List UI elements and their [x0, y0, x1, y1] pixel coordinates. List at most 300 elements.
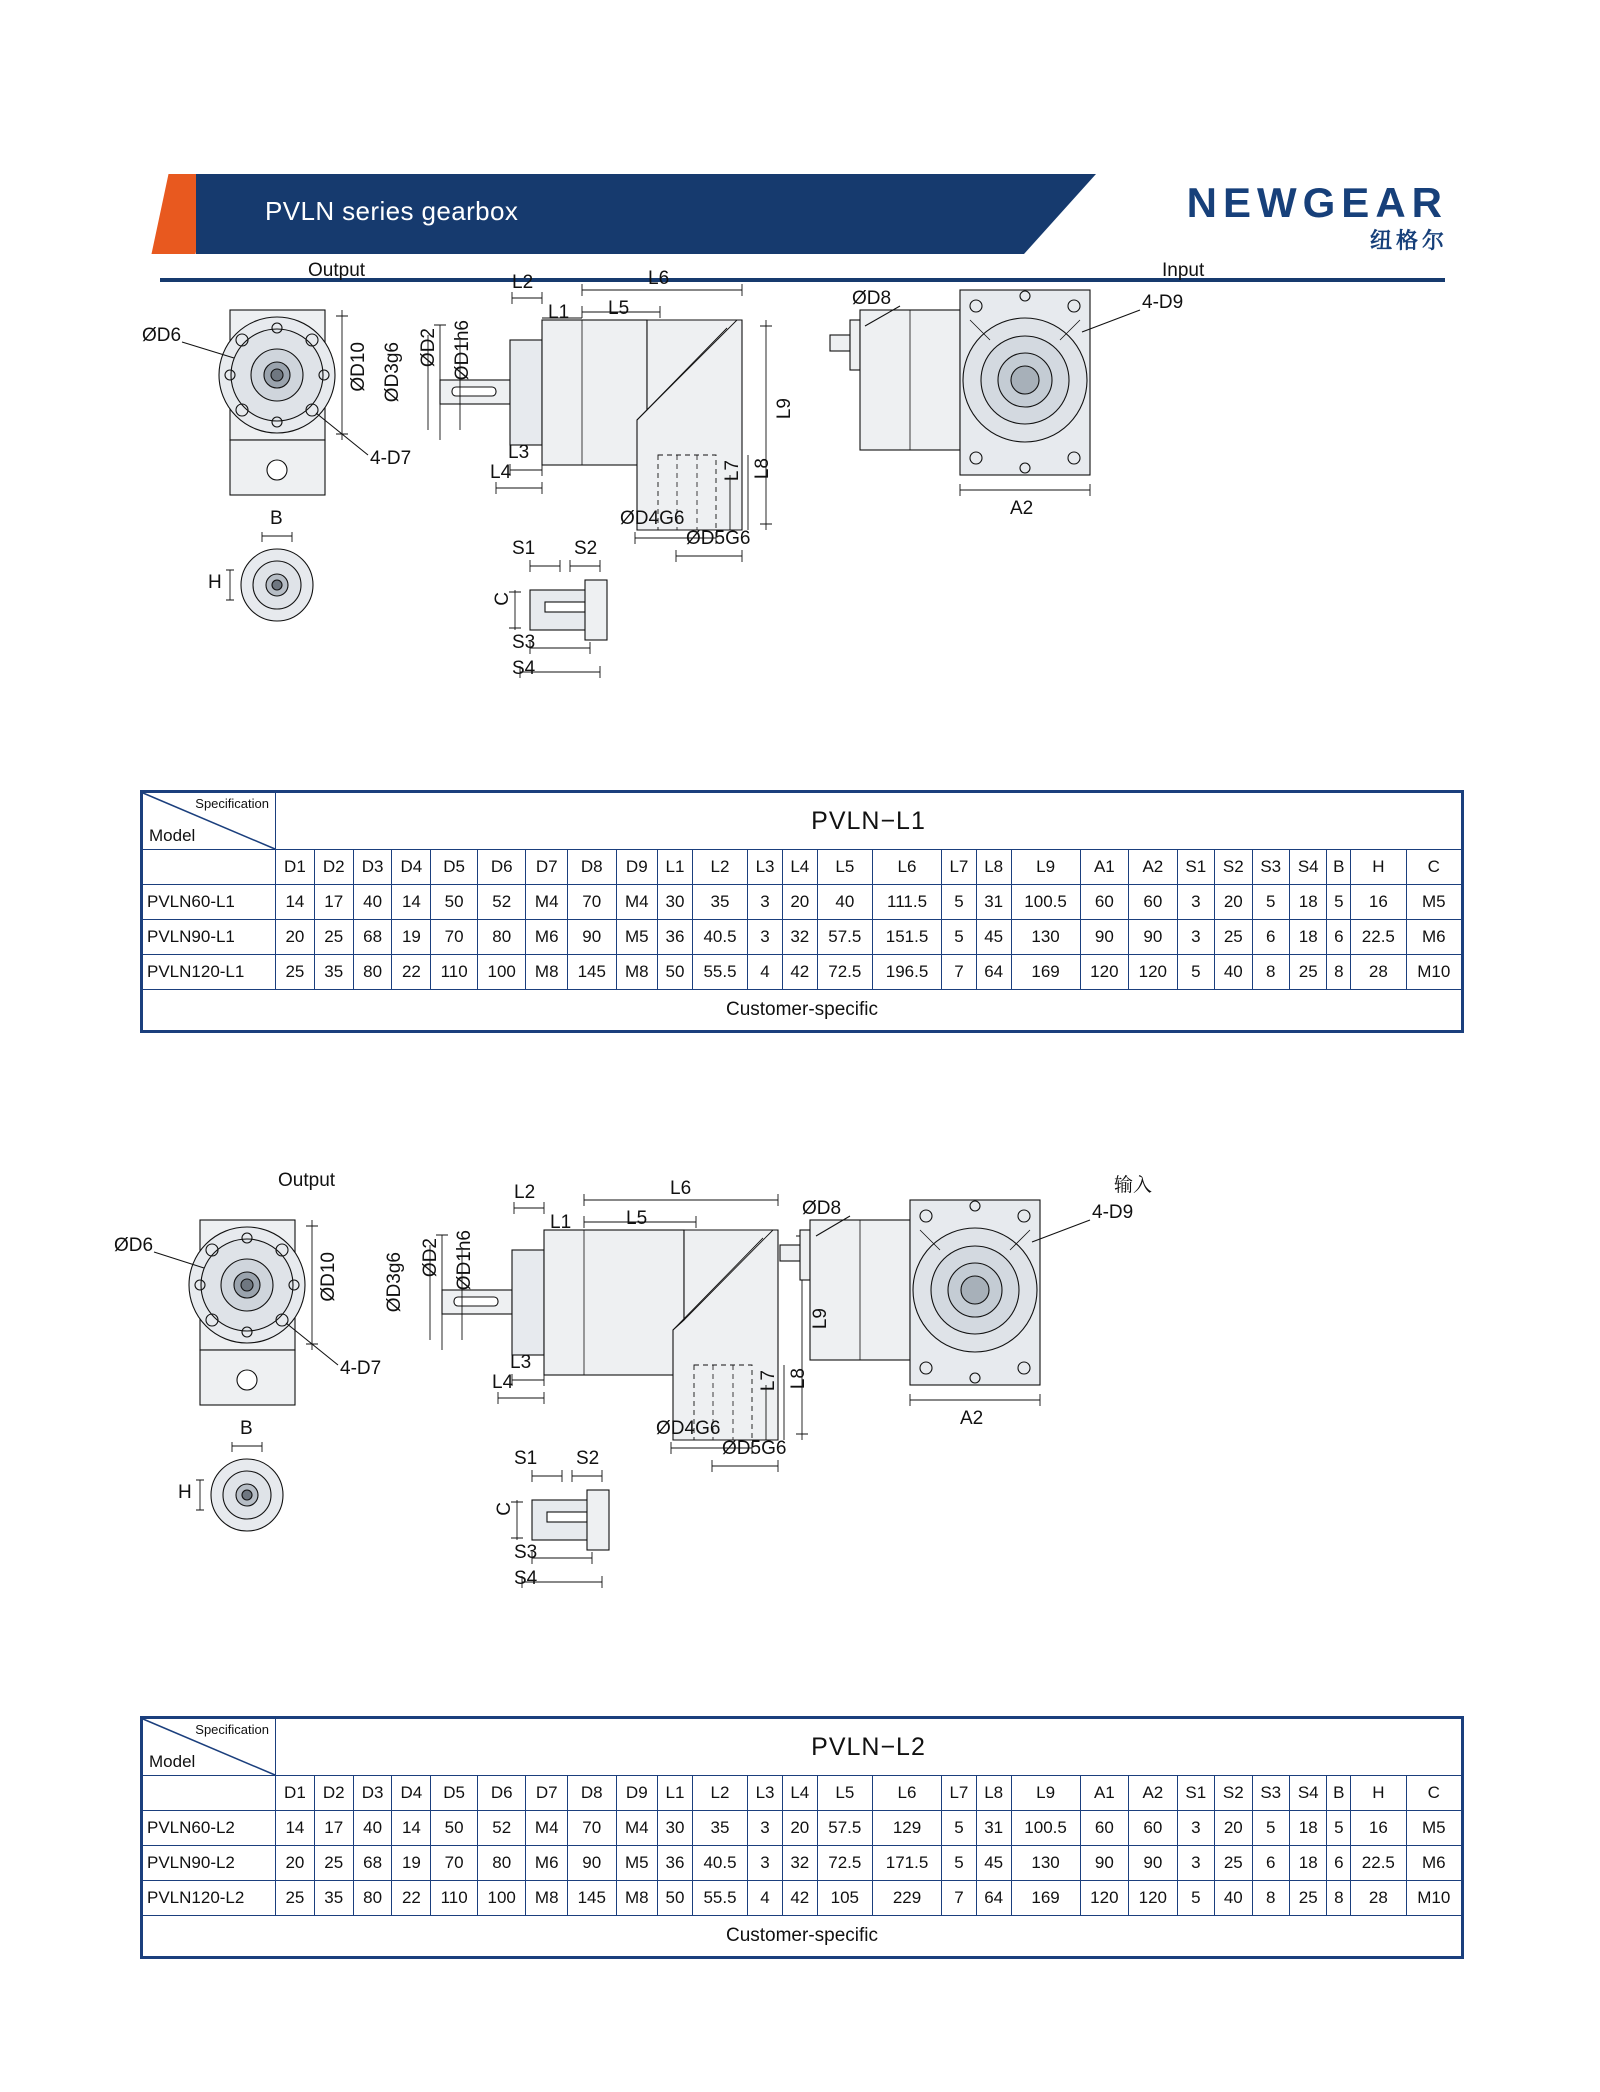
cell: 145 — [568, 955, 616, 990]
drawing-svg-l1 — [130, 280, 1460, 800]
row-model: PVLN60-L2 — [143, 1811, 276, 1846]
cell: 40 — [1215, 1881, 1252, 1916]
cell: 45 — [976, 1846, 1011, 1881]
cell: 35 — [692, 1811, 747, 1846]
label-l9: L9 — [774, 398, 795, 420]
cell: 40.5 — [692, 920, 747, 955]
cell: M5 — [616, 920, 658, 955]
cell: 68 — [353, 1846, 392, 1881]
cell: M10 — [1406, 955, 1461, 990]
cell: 70 — [568, 885, 616, 920]
table-title: PVLN−L2 — [276, 1719, 1462, 1776]
label-c: C — [494, 1502, 515, 1516]
col-d3: D3 — [353, 850, 392, 885]
cell: 3 — [1177, 920, 1214, 955]
cell: 100.5 — [1011, 1811, 1080, 1846]
row-model: PVLN90-L2 — [143, 1846, 276, 1881]
col-d1: D1 — [276, 1776, 315, 1811]
cell: 90 — [1129, 1846, 1177, 1881]
col-d7: D7 — [526, 1776, 568, 1811]
col-l1: L1 — [658, 1776, 693, 1811]
cell: 5 — [942, 1846, 977, 1881]
cell: 5 — [942, 920, 977, 955]
cell: 145 — [568, 1881, 616, 1916]
cell: 120 — [1080, 955, 1128, 990]
cell: M6 — [526, 920, 568, 955]
label-d2: ØD2 — [420, 1238, 441, 1278]
label-l2: L2 — [514, 1182, 536, 1203]
label-s2: S2 — [574, 538, 598, 559]
cell: 25 — [314, 1846, 353, 1881]
cell: 50 — [431, 1811, 478, 1846]
cell: 8 — [1327, 1881, 1351, 1916]
cell: 5 — [1327, 1811, 1351, 1846]
cell: 8 — [1252, 955, 1289, 990]
label-d5g6: ØD5G6 — [686, 528, 751, 549]
label-4d7: 4-D7 — [340, 1358, 382, 1379]
col-a1: A1 — [1080, 850, 1128, 885]
page-header — [0, 78, 1600, 253]
col-d7: D7 — [526, 850, 568, 885]
col-l3: L3 — [748, 850, 783, 885]
brand-name-en: NEWGEAR — [1186, 179, 1448, 226]
cell: 7 — [942, 1881, 977, 1916]
table-row — [143, 955, 1462, 990]
col-l4: L4 — [782, 1776, 817, 1811]
col-d8: D8 — [568, 1776, 616, 1811]
cell: 60 — [1080, 1811, 1128, 1846]
table-title: PVLN−L1 — [276, 793, 1462, 850]
cell: 22 — [392, 955, 431, 990]
cell: 68 — [353, 920, 392, 955]
table-column-headers — [143, 1776, 1462, 1811]
table-footer-row — [143, 1916, 1462, 1957]
label-output: Output — [308, 260, 366, 281]
cell: 25 — [1215, 920, 1252, 955]
col-d5: D5 — [431, 850, 478, 885]
label-l5: L5 — [626, 1208, 648, 1229]
cell: 4 — [748, 955, 783, 990]
cell: 70 — [431, 1846, 478, 1881]
cell: M8 — [526, 955, 568, 990]
cell: 20 — [1215, 1811, 1252, 1846]
cell: 5 — [1252, 885, 1289, 920]
cell: 64 — [976, 1881, 1011, 1916]
col-d9: D9 — [616, 850, 658, 885]
cell: 100 — [477, 1881, 525, 1916]
label-s4: S4 — [512, 658, 536, 679]
col-s1: S1 — [1177, 850, 1214, 885]
cell: 35 — [314, 1881, 353, 1916]
cell: 130 — [1011, 1846, 1080, 1881]
label-l1: L1 — [548, 302, 570, 323]
col-l6: L6 — [872, 850, 941, 885]
cell: 19 — [392, 1846, 431, 1881]
cell: 90 — [568, 1846, 616, 1881]
cell: 100.5 — [1011, 885, 1080, 920]
cell: 5 — [1177, 1881, 1214, 1916]
label-s1: S1 — [514, 1448, 538, 1469]
cell: 3 — [748, 920, 783, 955]
cell: 40 — [1215, 955, 1252, 990]
label-c: C — [492, 592, 513, 606]
label-d3g6: ØD3g6 — [384, 1252, 405, 1313]
label-d2: ØD2 — [418, 328, 439, 368]
cell: 18 — [1289, 885, 1326, 920]
col-s4: S4 — [1289, 1776, 1326, 1811]
cell: 50 — [658, 1881, 693, 1916]
cell: 80 — [477, 1846, 525, 1881]
col-s3: S3 — [1252, 850, 1289, 885]
cell: 70 — [431, 920, 478, 955]
label-s1: S1 — [512, 538, 536, 559]
col-s2: S2 — [1215, 850, 1252, 885]
label-l3: L3 — [508, 442, 530, 463]
table-row — [143, 1846, 1462, 1881]
cell: 42 — [782, 955, 817, 990]
cell: 45 — [976, 920, 1011, 955]
col-d3: D3 — [353, 1776, 392, 1811]
label-l7: L7 — [758, 1370, 779, 1392]
cell: 20 — [276, 1846, 315, 1881]
col-s1: S1 — [1177, 1776, 1214, 1811]
cell: 60 — [1129, 1811, 1177, 1846]
cell: 5 — [1177, 955, 1214, 990]
cell: 60 — [1129, 885, 1177, 920]
label-d8: ØD8 — [852, 288, 892, 309]
label-input: 输入 — [1114, 1175, 1153, 1196]
table-title-row — [143, 793, 1462, 850]
label-d10: ØD10 — [318, 1252, 339, 1302]
table-row — [143, 1811, 1462, 1846]
cell: 40.5 — [692, 1846, 747, 1881]
label-d4g6: ØD4G6 — [656, 1418, 721, 1439]
cell: M8 — [616, 955, 658, 990]
cell: 129 — [872, 1811, 941, 1846]
cell: 3 — [1177, 885, 1214, 920]
cell: 57.5 — [817, 920, 872, 955]
cell: 55.5 — [692, 1881, 747, 1916]
label-s2: S2 — [576, 1448, 600, 1469]
label-4d9: 4-D9 — [1092, 1202, 1134, 1223]
cell: 25 — [1289, 955, 1326, 990]
cell: 19 — [392, 920, 431, 955]
label-b: B — [270, 508, 283, 529]
label-d1h6: ØD1h6 — [452, 320, 473, 381]
spec-model-corner — [143, 793, 276, 850]
col-l4: L4 — [782, 850, 817, 885]
label-l8: L8 — [788, 1368, 809, 1390]
cell: 25 — [1289, 1881, 1326, 1916]
label-b: B — [240, 1418, 253, 1439]
cell: M6 — [1406, 920, 1461, 955]
col-l9: L9 — [1011, 850, 1080, 885]
label-l5: L5 — [608, 298, 630, 319]
cell: 8 — [1252, 1881, 1289, 1916]
cell: 17 — [314, 1811, 353, 1846]
col-d2: D2 — [314, 1776, 353, 1811]
col-l7: L7 — [942, 850, 977, 885]
col-d6: D6 — [477, 1776, 525, 1811]
col-l2: L2 — [692, 1776, 747, 1811]
cell: 18 — [1289, 920, 1326, 955]
cell: 40 — [817, 885, 872, 920]
col-a1: A1 — [1080, 1776, 1128, 1811]
table-l1 — [142, 792, 1462, 1031]
cell: 110 — [431, 1881, 478, 1916]
label-l3: L3 — [510, 1352, 532, 1373]
col-l5: L5 — [817, 1776, 872, 1811]
cell: M5 — [1406, 1811, 1461, 1846]
spec-table-l2 — [140, 1716, 1464, 1959]
spec-label: Specification — [195, 796, 269, 811]
cell: 16 — [1351, 885, 1406, 920]
label-a2: A2 — [960, 1408, 984, 1429]
cell: 120 — [1129, 1881, 1177, 1916]
col-l1: L1 — [658, 850, 693, 885]
cell: 169 — [1011, 1881, 1080, 1916]
label-d3g6: ØD3g6 — [382, 342, 403, 403]
cell: M6 — [1406, 1846, 1461, 1881]
cell: 171.5 — [872, 1846, 941, 1881]
label-4d9: 4-D9 — [1142, 292, 1184, 313]
label-d6: ØD6 — [142, 325, 182, 346]
spec-table-l1 — [140, 790, 1464, 1033]
col-l6: L6 — [872, 1776, 941, 1811]
col-l9: L9 — [1011, 1776, 1080, 1811]
cell: 80 — [353, 955, 392, 990]
cell: 110 — [431, 955, 478, 990]
col-l8: L8 — [976, 1776, 1011, 1811]
cell: 100 — [477, 955, 525, 990]
table-footer-note: Customer-specific — [143, 990, 1462, 1031]
label-d1h6: ØD1h6 — [454, 1230, 475, 1291]
col-d2: D2 — [314, 850, 353, 885]
label-d8: ØD8 — [802, 1198, 842, 1219]
label-d4g6: ØD4G6 — [620, 508, 685, 529]
cell: 90 — [568, 920, 616, 955]
table-footer-note: Customer-specific — [143, 1916, 1462, 1957]
col-h: H — [1351, 1776, 1406, 1811]
cell: 22.5 — [1351, 920, 1406, 955]
col-d8: D8 — [568, 850, 616, 885]
label-l1: L1 — [550, 1212, 572, 1233]
cell: 14 — [276, 885, 315, 920]
model-label: Model — [149, 1752, 196, 1771]
cell: M6 — [526, 1846, 568, 1881]
cell: 22.5 — [1351, 1846, 1406, 1881]
cell: 6 — [1252, 920, 1289, 955]
label-l2: L2 — [512, 272, 534, 293]
cell: 105 — [817, 1881, 872, 1916]
cell: 6 — [1252, 1846, 1289, 1881]
cell: 90 — [1080, 920, 1128, 955]
cell: 111.5 — [872, 885, 941, 920]
cell: 25 — [314, 920, 353, 955]
cell: 130 — [1011, 920, 1080, 955]
cell: 50 — [658, 955, 693, 990]
label-output: Output — [278, 1170, 336, 1191]
cell: 80 — [477, 920, 525, 955]
cell: 30 — [658, 1811, 693, 1846]
brand-logo — [1186, 179, 1448, 253]
col-l2: L2 — [692, 850, 747, 885]
cell: 32 — [782, 1846, 817, 1881]
cell: 5 — [942, 885, 977, 920]
cell: 4 — [748, 1881, 783, 1916]
cell: 32 — [782, 920, 817, 955]
cell: 35 — [692, 885, 747, 920]
cell: 196.5 — [872, 955, 941, 990]
cell: 72.5 — [817, 1846, 872, 1881]
cell: 90 — [1080, 1846, 1128, 1881]
cell: 52 — [477, 885, 525, 920]
cell: 31 — [976, 1811, 1011, 1846]
cell: 169 — [1011, 955, 1080, 990]
cell: 25 — [276, 1881, 315, 1916]
cell: 72.5 — [817, 955, 872, 990]
col-c: C — [1406, 1776, 1461, 1811]
cell: M5 — [1406, 885, 1461, 920]
technical-drawing-l1 — [130, 260, 1460, 800]
cell: 17 — [314, 885, 353, 920]
cell: 14 — [276, 1811, 315, 1846]
cell: M4 — [616, 1811, 658, 1846]
cell: 22 — [392, 1881, 431, 1916]
cell: 3 — [748, 1846, 783, 1881]
label-l7: L7 — [722, 460, 743, 482]
cell: 3 — [748, 1811, 783, 1846]
cell: 229 — [872, 1881, 941, 1916]
cell: 6 — [1327, 1846, 1351, 1881]
cell: 151.5 — [872, 920, 941, 955]
cell: 42 — [782, 1881, 817, 1916]
cell: M4 — [526, 885, 568, 920]
brand-name-cn: 纽格尔 — [1369, 228, 1448, 253]
col-a2: A2 — [1129, 1776, 1177, 1811]
cell: 5 — [1252, 1811, 1289, 1846]
cell: 52 — [477, 1811, 525, 1846]
label-d10: ØD10 — [348, 342, 369, 392]
cell: 60 — [1080, 885, 1128, 920]
table-row — [143, 920, 1462, 955]
cell: 120 — [1129, 955, 1177, 990]
table-footer-row — [143, 990, 1462, 1031]
label-l6: L6 — [648, 268, 670, 289]
col-d4: D4 — [392, 850, 431, 885]
col-d9: D9 — [616, 1776, 658, 1811]
cell: 20 — [276, 920, 315, 955]
label-d6: ØD6 — [114, 1235, 154, 1256]
col-l7: L7 — [942, 1776, 977, 1811]
cell: M4 — [616, 885, 658, 920]
col-l8: L8 — [976, 850, 1011, 885]
drawing-section-l2 — [0, 1170, 1600, 1710]
cell: 25 — [1215, 1846, 1252, 1881]
table-row — [143, 1881, 1462, 1916]
row-model: PVLN120-L1 — [143, 955, 276, 990]
col-empty — [143, 1776, 276, 1811]
col-s4: S4 — [1289, 850, 1326, 885]
cell: 16 — [1351, 1811, 1406, 1846]
table-title-row — [143, 1719, 1462, 1776]
cell: 36 — [658, 1846, 693, 1881]
table-column-headers — [143, 850, 1462, 885]
row-model: PVLN60-L1 — [143, 885, 276, 920]
cell: 6 — [1327, 920, 1351, 955]
col-d4: D4 — [392, 1776, 431, 1811]
label-l4: L4 — [492, 1372, 514, 1393]
cell: 90 — [1129, 920, 1177, 955]
cell: 50 — [431, 885, 478, 920]
label-input: Input — [1162, 260, 1205, 281]
col-c: C — [1406, 850, 1461, 885]
cell: 25 — [276, 955, 315, 990]
label-s3: S3 — [514, 1542, 538, 1563]
cell: 14 — [392, 885, 431, 920]
cell: M8 — [616, 1881, 658, 1916]
col-d6: D6 — [477, 850, 525, 885]
row-model: PVLN90-L1 — [143, 920, 276, 955]
col-s3: S3 — [1252, 1776, 1289, 1811]
cell: 3 — [1177, 1846, 1214, 1881]
cell: 8 — [1327, 955, 1351, 990]
cell: 5 — [1327, 885, 1351, 920]
label-s4: S4 — [514, 1568, 538, 1589]
cell: 70 — [568, 1811, 616, 1846]
label-h: H — [178, 1482, 192, 1503]
spec-model-corner — [143, 1719, 276, 1776]
cell: 40 — [353, 885, 392, 920]
cell: M5 — [616, 1846, 658, 1881]
label-l9: L9 — [810, 1308, 831, 1330]
col-s2: S2 — [1215, 1776, 1252, 1811]
cell: 20 — [782, 885, 817, 920]
drawing-section-l1 — [0, 260, 1600, 800]
cell: 36 — [658, 920, 693, 955]
col-b: B — [1327, 850, 1351, 885]
label-4d7: 4-D7 — [370, 448, 412, 469]
cell: 57.5 — [817, 1811, 872, 1846]
col-l3: L3 — [748, 1776, 783, 1811]
col-l5: L5 — [817, 850, 872, 885]
cell: 120 — [1080, 1881, 1128, 1916]
row-model: PVLN120-L2 — [143, 1881, 276, 1916]
technical-drawing-l2 — [114, 1170, 1460, 1710]
cell: 7 — [942, 955, 977, 990]
model-label: Model — [149, 826, 196, 845]
cell: 18 — [1289, 1846, 1326, 1881]
cell: M10 — [1406, 1881, 1461, 1916]
cell: 3 — [1177, 1811, 1214, 1846]
cell: 3 — [748, 885, 783, 920]
col-d5: D5 — [431, 1776, 478, 1811]
col-b: B — [1327, 1776, 1351, 1811]
spec-label: Specification — [195, 1722, 269, 1737]
cell: 18 — [1289, 1811, 1326, 1846]
table-l2 — [142, 1718, 1462, 1957]
col-d1: D1 — [276, 850, 315, 885]
cell: 64 — [976, 955, 1011, 990]
col-empty — [143, 850, 276, 885]
cell: 30 — [658, 885, 693, 920]
label-a2: A2 — [1010, 498, 1034, 519]
cell: 40 — [353, 1811, 392, 1846]
cell: 28 — [1351, 1881, 1406, 1916]
cell: 31 — [976, 885, 1011, 920]
label-h: H — [208, 572, 222, 593]
label-s3: S3 — [512, 632, 536, 653]
